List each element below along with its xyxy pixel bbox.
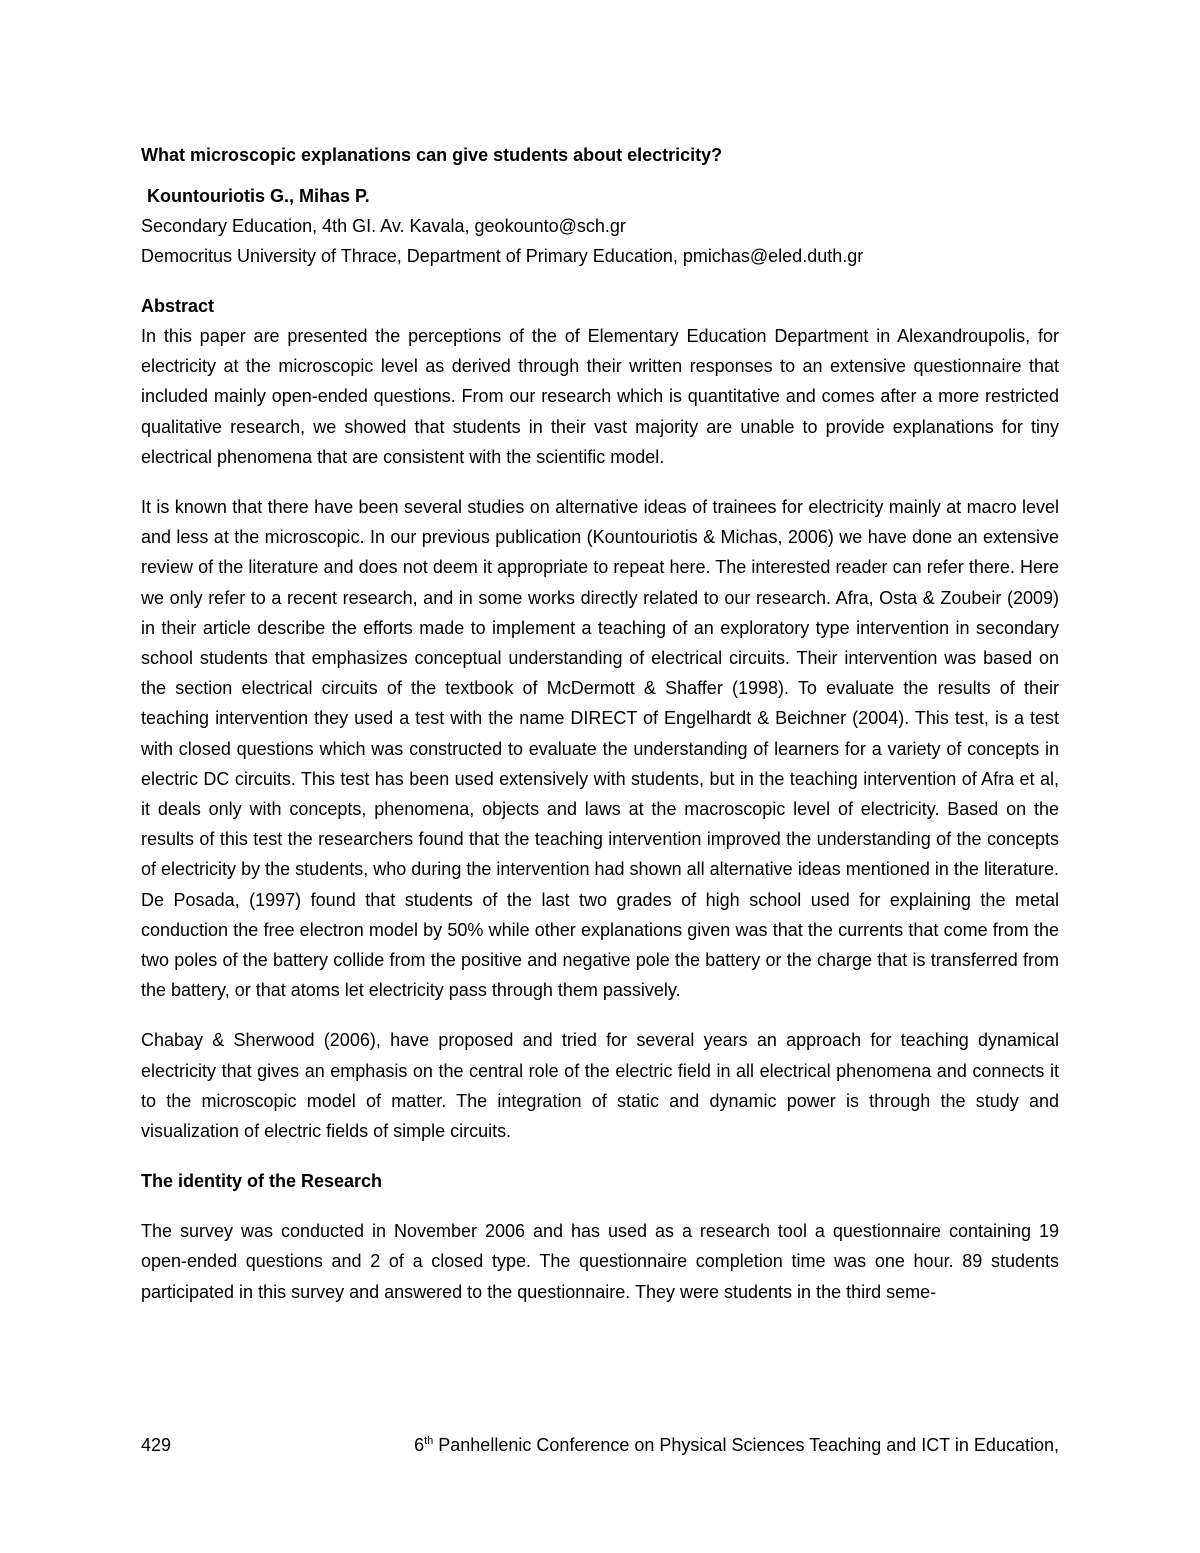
conference-name — [414, 1432, 1059, 1458]
affiliation-1: Secondary Education, 4th GI. Av. Kavala, geokounto@sch.gr — [141, 216, 626, 236]
conference-title: Panhellenic Conference on Physical Sciences Teaching and ICT in Education, — [433, 1435, 1059, 1455]
conference-ordinal-suffix: th — [424, 1435, 434, 1447]
paper-page — [141, 140, 1059, 1307]
page-number: 429 — [141, 1435, 172, 1455]
conference-ordinal: 6 — [414, 1435, 425, 1455]
abstract-heading: Abstract — [141, 296, 215, 316]
abstract-text: In this paper are presented the perceptions of the of Elementary Education Department in Alexandroupolis, for electricity at the microscopic level as derived through their written responses to an extensive questionnaire that included mainly open-ended questions. From our research which is quantitative and comes after a more restricted qualitative research, we showed that students in their vast majority are unable to provide explanations for tiny electrical phenomena that are consistent with the scientific model. — [141, 326, 1059, 467]
paper-title: What microscopic explanations can give students about electricity? — [141, 145, 723, 165]
body-paragraph-2: It is known that there have been several studies on alternative ideas of trainees for electricity mainly at macro level and less at the microscopic. In our previous publication (Kountouriotis & Michas, 2006) we have done an extensive review of the literature and does not deem it appropriate to repeat here. The interested reader can refer there. Here we only refer to a recent research, and in some works directly related to our research. Afra, Osta & Zoubeir (2009) in their article describe the efforts made to implement a teaching of an exploratory type intervention in secondary school students that emphasizes conceptual understanding of electrical circuits. Their intervention was based on the section electrical circuits of the textbook of McDermott & Shaffer (1998). To evaluate the results of their teaching intervention they used a test with the name DIRECT of Engelhardt & Beichner (2004). This test, is a test with closed questions which was constructed to evaluate the understanding of learners for a variety of concepts in electric DC circuits. This test has been used extensively with students, but in the teaching intervention of Afra et al, it deals only with concepts, phenomena, objects and laws at the macroscopic level of electricity. Based on the results of this test the researchers found that the teaching intervention improved the understanding of the concepts of electricity by the students, who during the intervention had shown all alternative ideas mentioned in the literature. De Posada, (1997) found that students of the last two grades of high school used for explaining the metal conduction the free electron model by 50% while other explanations given was that the currents that come from the two poles of the battery collide from the positive and negative pole the battery or the charge that is transferred from the battery, or that atoms let electricity pass through them passively. — [141, 497, 1059, 1001]
body-paragraph-3: Chabay & Sherwood (2006), have proposed and tried for several years an approach for teaching dynamical electricity that gives an emphasis on the central role of the electric field in all electrical phenomena and connects it to the microscopic model of matter. The integration of static and dynamic power is through the study and visualization of electric fields of simple circuits. — [141, 1030, 1059, 1142]
affiliation-2: Democritus University of Thrace, Department of Primary Education, pmichas@eled.duth.gr — [141, 246, 864, 266]
section-heading: The identity of the Research — [141, 1171, 383, 1192]
paper-authors: Kountouriotis G., Mihas P. — [147, 186, 370, 206]
body-paragraph-4: The survey was conducted in November 2006 and has used as a research tool a questionnaire containing 19 open-ended questions and 2 of a closed type. The questionnaire completion time was one hour. 89 students participated in this survey and answered to the questionnaire. They were students in the third seme- — [141, 1221, 1059, 1302]
